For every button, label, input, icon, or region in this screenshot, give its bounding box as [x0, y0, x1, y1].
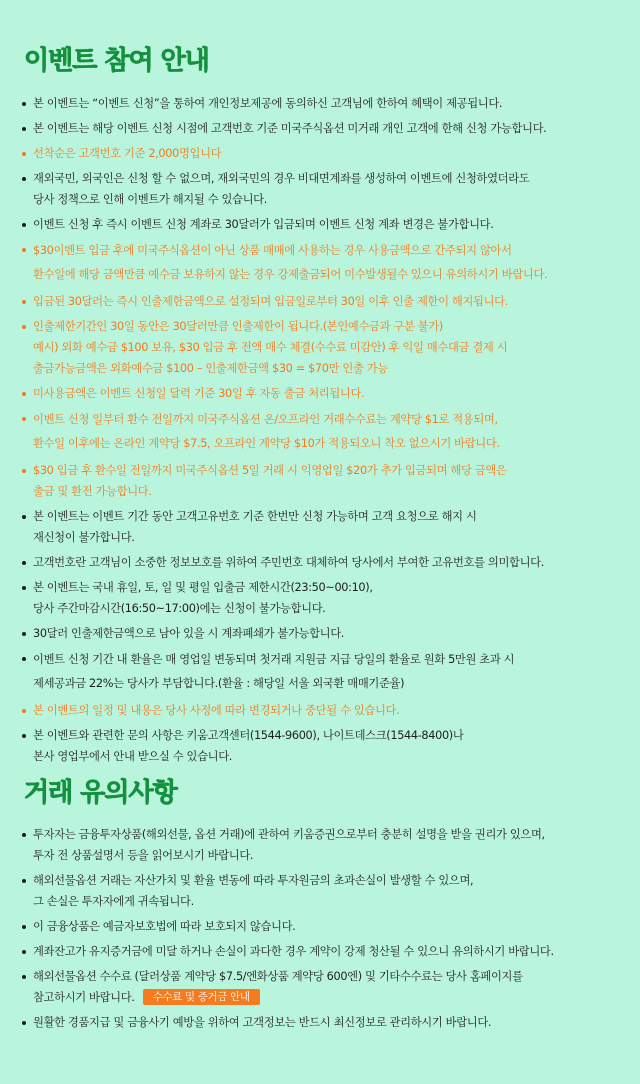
event-note-item	[22, 291, 628, 312]
event-guide-title: 이벤트 참여 안내	[24, 46, 209, 76]
trading-caution-title: 거래 유의사항	[24, 778, 177, 808]
caution-note-item-text: 원활한 경품지급 및 금융사기 예방을 위하여 고객정보는 반드시 최신정보로 관리하시기 바랍니다.	[33, 1016, 492, 1029]
caution-note-item	[22, 916, 628, 937]
event-note-item-text: 인출제한기간인 30일 동안은 30달러만큼 인출제한이 됩니다.(본인예수금과 구분 불가) 예시) 외화 예수금 $100 보유, $30 입금 후 전액 매수 체결(수수료 미감안) 후 익일 매수대금 결제 시 출금가능금액은 외화예수금 $100 – 인출제한금액 $30 = $70만 인출 가능	[33, 320, 508, 375]
trading-caution-list	[22, 824, 628, 1037]
event-note-item-text: 본 이벤트와 관련한 문의 사항은 키움고객센터(1544-9600), 나이트데스크(1544-8400)나 본사 영업부에서 안내 받으실 수 있습니다.	[33, 729, 464, 763]
event-note-item	[22, 552, 628, 573]
event-note-item	[22, 623, 628, 644]
event-note-item-text: 30달러 인출제한금액으로 남아 있을 시 계좌폐쇄가 불가능합니다.	[33, 627, 344, 640]
event-note-item	[22, 383, 628, 404]
caution-note-item-text: 해외선물옵션 수수료 (달러상품 계약당 $7.5/엔화상품 계약당 600엔) 및 기타수수료는 당사 홈페이지를 참고하시기 바랍니다.	[33, 970, 523, 1004]
caution-note-item	[22, 941, 628, 962]
event-note-item	[22, 725, 628, 767]
event-note-item-text: 본 이벤트는 이벤트 기간 동안 고객고유번호 기준 한번만 신청 가능하며 고객 요청으로 해지 시 재신청이 불가합니다.	[33, 510, 477, 544]
event-note-item-text: $30이벤트 입금 후에 미국주식옵션이 아닌 상품 매매에 사용하는 경우 사용금액으로 간주되지 않아서 환수일에 해당 금액만큼 예수금 보유하지 않는 경우 강제출금되어 미수발생될수 있으니 유의하시기 바랍니다.	[33, 244, 548, 281]
event-note-item-text: 본 이벤트는 “이벤트 신청”을 통하여 개인정보제공에 동의하신 고객님에 한하여 혜택이 제공됩니다.	[33, 97, 503, 110]
caution-note-item	[22, 870, 628, 912]
event-note-item	[22, 168, 628, 210]
event-note-item	[22, 506, 628, 548]
event-note-item-text: $30 입금 후 환수일 전일까지 미국주식옵션 5일 거래 시 익영업일 $20가 추가 입금되며 해당 금액은 출금 및 환전 가능합니다.	[33, 464, 507, 498]
event-note-item-text: 본 이벤트의 일정 및 내용은 당사 사정에 따라 변경되거나 중단될 수 있습니다.	[33, 704, 400, 717]
event-note-item-text: 이벤트 신청 기간 내 환율은 매 영업일 변동되며 첫거래 지원금 지급 당일의 환율로 원화 5만원 초과 시 제세공과금 22%는 당사가 부담합니다.(환율 : 해당일 서울 외국환 매매기준율)	[33, 653, 515, 690]
event-note-item-text: 미사용금액은 이벤트 신청일 달력 기준 30일 후 자동 출금 처리됩니다.	[33, 387, 365, 400]
fee-margin-guide-button[interactable]: 수수료 및 증거금 안내	[143, 989, 260, 1005]
event-note-item-text: 본 이벤트는 국내 휴일, 토, 일 및 평일 입출금 제한시간(23:50~00:10), 당사 주간마감시간(16:50~17:00)에는 신청이 불가능합니다.	[33, 581, 373, 615]
event-note-item-text: 이벤트 신청 후 즉시 이벤트 신청 계좌로 30달러가 입금되며 이벤트 신청 계좌 변경은 불가합니다.	[33, 218, 494, 231]
caution-note-item	[22, 966, 628, 1008]
event-note-item	[22, 316, 628, 379]
event-note-item-text: 선착순은 고객번호 기준 2,000명입니다	[33, 147, 222, 160]
event-note-item	[22, 577, 628, 619]
caution-note-item-text: 해외선물옵션 거래는 자산가치 및 환율 변동에 따라 투자원금의 초과손실이 발생할 수 있으며, 그 손실은 투자자에게 귀속됩니다.	[33, 874, 474, 908]
event-note-item	[22, 460, 628, 502]
event-note-item	[22, 93, 628, 114]
event-note-item	[22, 700, 628, 721]
event-note-item-text: 고객번호란 고객님이 소중한 정보보호를 위하여 주민번호 대체하여 당사에서 부여한 고유번호를 의미합니다.	[33, 556, 544, 569]
event-note-item	[22, 408, 628, 456]
event-note-item	[22, 648, 628, 696]
event-note-item-text: 이벤트 신청 일부터 환수 전일까지 미국주식옵션 온/오프라인 거래수수료는 계약당 $1로 적용되며, 환수일 이후에는 온라인 계약당 $7.5, 오프라인 계약당 $10가 적용되오니 착오 없으시기 바랍니다.	[33, 413, 500, 450]
event-note-item-text: 본 이벤트는 해당 이벤트 신청 시점에 고객번호 기준 미국주식옵션 미거래 개인 고객에 한해 신청 가능합니다.	[33, 122, 547, 135]
event-note-item	[22, 239, 628, 287]
caution-note-item-text: 이 금융상품은 예금자보호법에 따라 보호되지 않습니다.	[33, 920, 296, 933]
event-note-item	[22, 214, 628, 235]
caution-note-item-text: 투자자는 금융투자상품(해외선물, 옵션 거래)에 관하여 키움증권으로부터 충분히 설명을 받을 권리가 있으며, 투자 전 상품설명서 등을 읽어보시기 바랍니다.	[33, 828, 545, 862]
event-note-item-text: 입금된 30달러는 즉시 인출제한금액으로 설정되며 입금일로부터 30일 이후 인출 제한이 해지됩니다.	[33, 295, 508, 308]
event-note-item	[22, 143, 628, 164]
caution-note-item	[22, 1012, 628, 1033]
event-guide-list	[22, 93, 628, 771]
caution-note-item-text: 계좌잔고가 유지증거금에 미달 하거나 손실이 과다한 경우 계약이 강제 청산될 수 있으니 유의하시기 바랍니다.	[33, 945, 554, 958]
caution-note-item	[22, 824, 628, 866]
event-note-item-text: 재외국민, 외국인은 신청 할 수 없으며, 재외국민의 경우 비대면계좌를 생성하여 이벤트에 신청하였더라도 당사 정책으로 인해 이벤트가 해지될 수 있습니다.	[33, 172, 530, 206]
event-note-item	[22, 118, 628, 139]
